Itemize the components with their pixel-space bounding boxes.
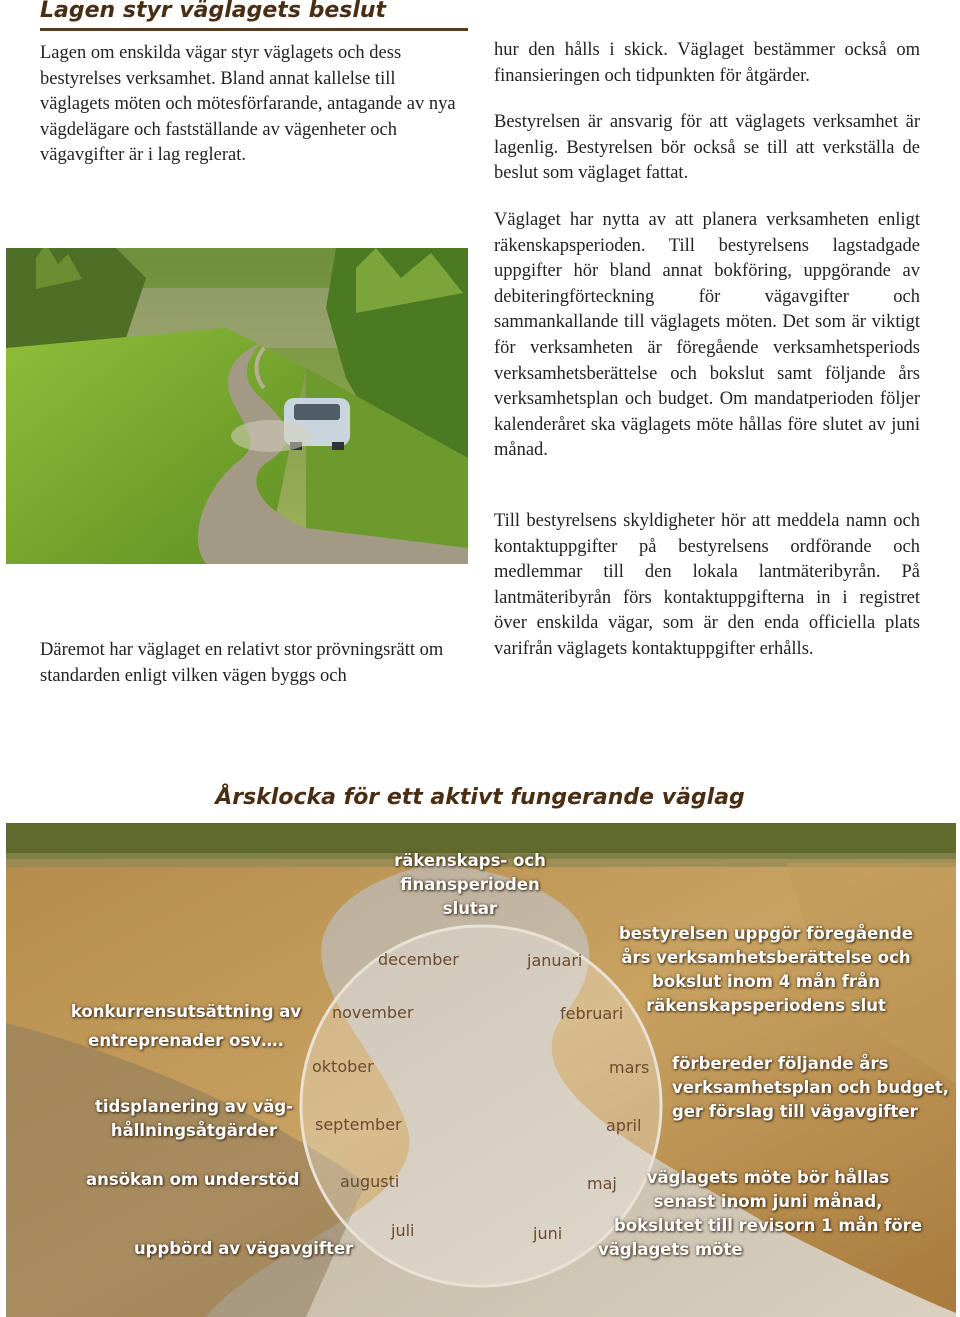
intro-paragraph: Lagen om enskilda vägar styr väglagets och dess bestyrelses verksamhet. Bland annat kallelse till väglagets möten och mötesförfarande, antagande av nya vägdelägare och fastställande av vägenheter och vägavgifter är i lag reglerat. [40, 43, 456, 166]
label-forbereder: förbereder följande års verksamhetsplan och budget, ger förslag till vägavgifter [672, 1054, 950, 1121]
month-maj: maj [587, 1174, 617, 1193]
month-januari: januari [527, 951, 583, 970]
right-paragraph-2: Bestyrelsen är ansvarig för att väglagets verksamhet är lagenlig. Bestyrelsen bör också se till att verkställa de beslut som väglaget fattat. [494, 112, 920, 184]
section-title: Lagen styr väglagets beslut [40, 0, 387, 23]
right-paragraph-1: hur den hålls i skick. Väglaget bestämmer också om finansieringen och tidpunkten för åtgärder. [494, 40, 920, 86]
label-ansokan-om-understod: ansökan om understöd [86, 1170, 300, 1189]
month-juni: juni [533, 1224, 563, 1243]
car-on-gravel-road-image [6, 248, 468, 564]
month-december: december [378, 950, 459, 969]
month-november: november [332, 1003, 414, 1022]
road-photo [6, 248, 468, 564]
month-mars: mars [609, 1058, 650, 1077]
top-label: räkenskaps- och finansperioden slutar [394, 851, 546, 918]
left-bottom-paragraph: Däremot har väglaget en relativt stor prövningsrätt om standarden enligt vilken vägen byggs och [40, 640, 444, 686]
month-oktober: oktober [312, 1057, 374, 1076]
month-april: april [606, 1116, 642, 1135]
month-juli: juli [391, 1221, 415, 1240]
annual-clock-graphic [6, 823, 956, 1317]
label-konkurrensutsattning: konkurrensutsättning av entreprenader osv…. [70, 1002, 302, 1050]
right-paragraph-4: Till bestyrelsens skyldigheter hör att meddela namn och kontaktuppgifter på bestyrelsens ordförande och medlemmar till den lokala lantmäteribyrån. På lantmäteribyrån förs kontaktuppgifterna in i registret över enskilda vägar, som är den enda officiella plats varifrån väglagets kontaktuppgifter erhålls. [494, 511, 920, 659]
label-vaglagets-mote: väglagets möte bör hållas senast inom juni månad, bokslutet till revisorn 1 mån före väglagets möte [598, 1168, 923, 1259]
right-paragraph-3: Väglaget har nytta av att planera verksamheten enligt räkenskapsperioden. Till bestyrelsens lagstadgade uppgifter hör bland annat bokföring, uppgörande av debiteringförteckning för vägavgifter och sammankallande till väglagets möten. Det som är viktigt för verksamheten är föregående verksamhetsperiods verksamhetsberättelse och bokslut samt följande års verksamhetsplan och budget. Om mandatperioden följer kalenderåret ska väglagets möte hållas före slutet av juni månad. [494, 210, 920, 461]
clock-title: Årsklocka för ett aktivt fungerande väglag [215, 785, 745, 810]
month-augusti: augusti [340, 1172, 400, 1191]
title-underline [40, 28, 468, 31]
label-uppbord-av-vagavgifter: uppbörd av vägavgifter [134, 1239, 354, 1258]
label-tidsplanering: tidsplanering av väg- hållningsåtgärder [95, 1097, 293, 1140]
month-september: september [315, 1115, 402, 1134]
label-bestyrelsen-uppgor: bestyrelsen uppgör föregående års verksamhetsberättelse och bokslut inom 4 mån från räkenskapsperiodens slut [618, 924, 914, 1015]
month-februari: februari [560, 1004, 624, 1023]
